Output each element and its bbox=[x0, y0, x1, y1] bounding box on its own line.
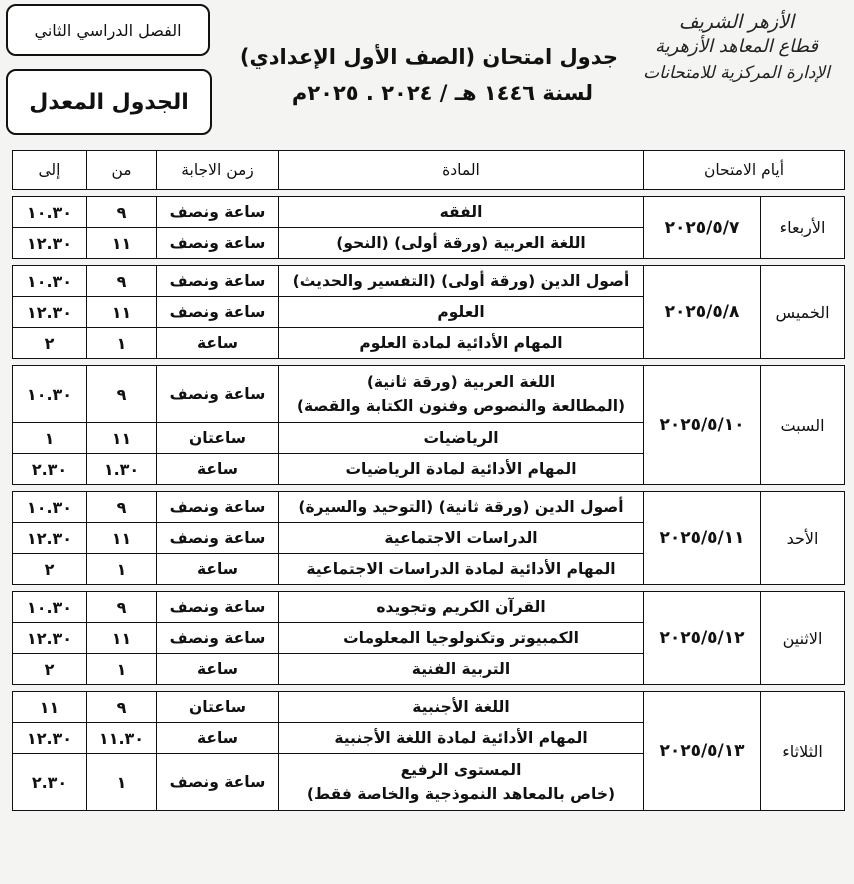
to-cell: ١٢.٣٠ bbox=[13, 623, 87, 654]
duration-cell: ساعة bbox=[157, 723, 279, 754]
page-title: جدول امتحان (الصف الأول الإعدادي) bbox=[239, 45, 618, 69]
subject-cell: أصول الدين (ورقة ثانية) (التوحيد والسيرة) bbox=[279, 492, 644, 523]
date-cell: ٢٠٢٥/٥/٧ bbox=[644, 197, 761, 259]
from-cell: ١ bbox=[87, 328, 157, 359]
to-cell: ٢.٣٠ bbox=[13, 454, 87, 485]
table-row bbox=[13, 266, 845, 297]
from-cell: ١١ bbox=[87, 523, 157, 554]
subject-cell: المهام الأدائية لمادة اللغة الأجنبية bbox=[279, 723, 644, 754]
day-cell: الخميس bbox=[761, 266, 845, 359]
exam-schedule-table bbox=[12, 150, 845, 811]
date-cell: ٢٠٢٥/٥/١٣ bbox=[644, 692, 761, 811]
subject-cell: اللغة العربية (ورقة أولى) (النحو) bbox=[279, 228, 644, 259]
duration-cell: ساعة ونصف bbox=[157, 623, 279, 654]
from-cell: ١١.٣٠ bbox=[87, 723, 157, 754]
from-cell: ١١ bbox=[87, 623, 157, 654]
subject-cell: الفقه bbox=[279, 197, 644, 228]
subject-cell: المهام الأدائية لمادة الدراسات الاجتماعية bbox=[279, 554, 644, 585]
duration-cell: ساعة ونصف bbox=[157, 592, 279, 623]
to-cell: ١٢.٣٠ bbox=[13, 523, 87, 554]
from-cell: ١ bbox=[87, 554, 157, 585]
duration-cell: ساعتان bbox=[157, 423, 279, 454]
duration-cell: ساعة ونصف bbox=[157, 266, 279, 297]
header-days: أيام الامتحان bbox=[644, 151, 845, 190]
duration-cell: ساعة ونصف bbox=[157, 366, 279, 423]
term-label: الفصل الدراسي الثاني bbox=[6, 4, 210, 56]
duration-cell: ساعة bbox=[157, 328, 279, 359]
from-cell: ٩ bbox=[87, 692, 157, 723]
header-duration: زمن الاجابة bbox=[157, 151, 279, 190]
subject-cell bbox=[279, 754, 644, 811]
to-cell: ١١ bbox=[13, 692, 87, 723]
subject-cell: المهام الأدائية لمادة الرياضيات bbox=[279, 454, 644, 485]
to-cell: ١٢.٣٠ bbox=[13, 723, 87, 754]
date-cell: ٢٠٢٥/٥/١١ bbox=[644, 492, 761, 585]
subject-line-1: اللغة العربية (ورقة ثانية) bbox=[366, 373, 556, 391]
duration-cell: ساعة ونصف bbox=[157, 297, 279, 328]
header-subject: المادة bbox=[279, 151, 644, 190]
from-cell: ١١ bbox=[87, 228, 157, 259]
date-cell: ٢٠٢٥/٥/٨ bbox=[644, 266, 761, 359]
table-row bbox=[13, 366, 845, 423]
day-cell: الاثنين bbox=[761, 592, 845, 685]
duration-cell: ساعة bbox=[157, 554, 279, 585]
logo-line-3: الإدارة المركزية للامتحانات bbox=[643, 63, 830, 83]
duration-cell: ساعة ونصف bbox=[157, 197, 279, 228]
to-cell: ١٢.٣٠ bbox=[13, 297, 87, 328]
from-cell: ٩ bbox=[87, 592, 157, 623]
day-cell: السبت bbox=[761, 366, 845, 485]
to-cell: ١٠.٣٠ bbox=[13, 197, 87, 228]
date-cell: ٢٠٢٥/٥/١٠ bbox=[644, 366, 761, 485]
to-cell: ٢ bbox=[13, 654, 87, 685]
subject-line-2: (خاص بالمعاهد النموذجية والخاصة فقط) bbox=[306, 785, 616, 803]
from-cell: ١ bbox=[87, 754, 157, 811]
subject-line-1: المستوى الرفيع bbox=[400, 761, 522, 779]
to-cell: ١٠.٣٠ bbox=[13, 266, 87, 297]
subject-cell: القرآن الكريم وتجويده bbox=[279, 592, 644, 623]
to-cell: ١٠.٣٠ bbox=[13, 366, 87, 423]
to-cell: ١٠.٣٠ bbox=[13, 592, 87, 623]
table-row bbox=[13, 197, 845, 228]
day-cell: الأحد bbox=[761, 492, 845, 585]
subject-cell: العلوم bbox=[279, 297, 644, 328]
logo-line-1: الأزهر الشريف bbox=[678, 11, 795, 33]
subject-cell: أصول الدين (ورقة أولى) (التفسير والحديث) bbox=[279, 266, 644, 297]
subject-cell: التربية الفنية bbox=[279, 654, 644, 685]
to-cell: ١٠.٣٠ bbox=[13, 492, 87, 523]
day-cell: الثلاثاء bbox=[761, 692, 845, 811]
table-row bbox=[13, 492, 845, 523]
to-cell: ١ bbox=[13, 423, 87, 454]
duration-cell: ساعة ونصف bbox=[157, 523, 279, 554]
to-cell: ١٢.٣٠ bbox=[13, 228, 87, 259]
from-cell: ١ bbox=[87, 654, 157, 685]
azhar-logo bbox=[629, 10, 844, 105]
subject-cell bbox=[279, 366, 644, 423]
table-row bbox=[13, 692, 845, 723]
title-block bbox=[238, 40, 618, 112]
table-header-row bbox=[13, 151, 845, 190]
header-from: من bbox=[87, 151, 157, 190]
logo-line-2: قطاع المعاهد الأزهرية bbox=[654, 36, 819, 57]
subject-line-2: (المطالعة والنصوص وفنون الكتابة والقصة) bbox=[296, 397, 626, 415]
from-cell: ١١ bbox=[87, 297, 157, 328]
subject-cell: الكمبيوتر وتكنولوجيا المعلومات bbox=[279, 623, 644, 654]
table-row bbox=[13, 592, 845, 623]
modified-schedule-label: الجدول المعدل bbox=[6, 69, 212, 135]
from-cell: ١١ bbox=[87, 423, 157, 454]
duration-cell: ساعتان bbox=[157, 692, 279, 723]
from-cell: ٩ bbox=[87, 266, 157, 297]
to-cell: ٢.٣٠ bbox=[13, 754, 87, 811]
to-cell: ٢ bbox=[13, 328, 87, 359]
duration-cell: ساعة bbox=[157, 454, 279, 485]
duration-cell: ساعة ونصف bbox=[157, 492, 279, 523]
to-cell: ٢ bbox=[13, 554, 87, 585]
duration-cell: ساعة ونصف bbox=[157, 228, 279, 259]
day-cell: الأربعاء bbox=[761, 197, 845, 259]
academic-year: لسنة ١٤٤٦ هـ / ٢٠٢٤ . ٢٠٢٥م bbox=[291, 81, 593, 105]
from-cell: ٩ bbox=[87, 197, 157, 228]
from-cell: ٩ bbox=[87, 492, 157, 523]
subject-cell: الرياضيات bbox=[279, 423, 644, 454]
subject-cell: اللغة الأجنبية bbox=[279, 692, 644, 723]
date-cell: ٢٠٢٥/٥/١٢ bbox=[644, 592, 761, 685]
duration-cell: ساعة ونصف bbox=[157, 754, 279, 811]
duration-cell: ساعة bbox=[157, 654, 279, 685]
from-cell: ٩ bbox=[87, 366, 157, 423]
subject-cell: المهام الأدائية لمادة العلوم bbox=[279, 328, 644, 359]
from-cell: ١.٣٠ bbox=[87, 454, 157, 485]
header-to: إلى bbox=[13, 151, 87, 190]
subject-cell: الدراسات الاجتماعية bbox=[279, 523, 644, 554]
